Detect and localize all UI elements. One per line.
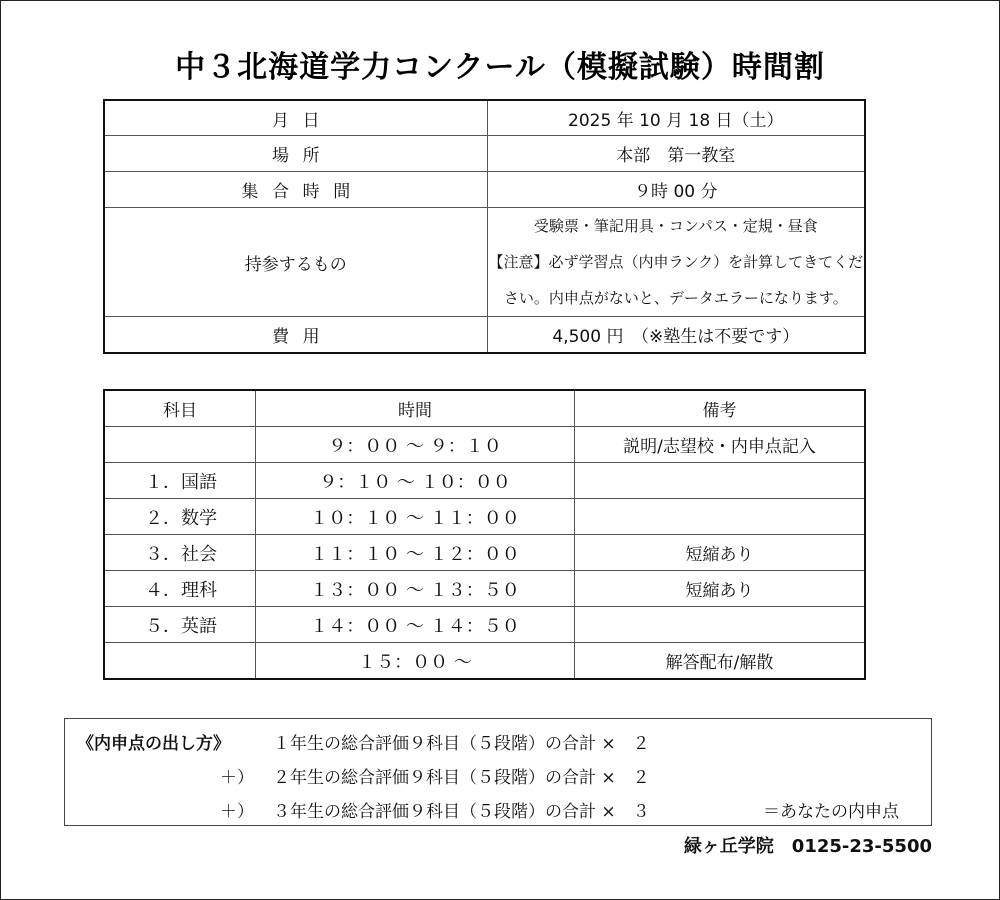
note-cell: 短縮あり [575,535,866,571]
info-row-meeting-time [104,172,865,208]
place-value: 本部 第一教室 [487,136,865,172]
time-cell: １０：１０ ～ １１：００ [256,499,575,535]
formula-label: 《内申点の出し方》 [77,734,230,754]
items-line-1: 受験票・筆記用具・コンパス・定規・昼食 [533,217,818,235]
schedule-table [103,389,866,680]
note-cell [575,463,866,499]
date-value: 2025 年 10 月 18 日（土） [487,100,865,136]
table-row [104,427,865,463]
items-line-3: さい。内申点がないと、データエラーになります。 [503,289,848,307]
info-table [103,99,866,354]
time-cell: １４：００ ～ １４：５０ [256,607,575,643]
time-cell: ９：００ ～ ９：１０ [256,427,575,463]
info-row-place [104,136,865,172]
date-label: 月日 [104,100,487,136]
note-cell [575,499,866,535]
subject-cell: ３．社会 [104,535,256,571]
formula-plus-1: ＋） [220,768,254,788]
table-row [104,571,865,607]
place-label: 場所 [104,136,487,172]
subject-cell: ２．数学 [104,499,256,535]
subject-cell: ５．英語 [104,607,256,643]
note-cell: 説明/志望校・内申点記入 [575,427,866,463]
meeting-time-value: ９時 00 分 [487,172,865,208]
time-cell: ９：１０ ～ １０：００ [256,463,575,499]
fee-label: 費用 [104,317,487,354]
schedule-header-row [104,390,865,427]
fee-value: 4,500 円 （※塾生は不要です） [487,317,865,354]
subject-cell: １．国語 [104,463,256,499]
naishin-formula-box [64,718,932,826]
items-line-2: 【注意】必ず学習点（内申ランク）を計算してきてくだ [488,253,864,271]
formula-plus-2: ＋） [220,802,254,822]
time-cell: １１：１０ ～ １２：００ [256,535,575,571]
items-label: 持参するもの [104,208,487,317]
formula-line-1: １年生の総合評価９科目（５段階）の合計 × ２ [273,734,650,754]
table-row [104,463,865,499]
info-row-items [104,208,865,317]
school-contact: 緑ヶ丘学院 0125-23-5500 [683,836,932,857]
items-value [487,208,865,317]
note-cell: 短縮あり [575,571,866,607]
subject-cell [104,427,256,463]
subject-cell: ４．理科 [104,571,256,607]
table-row [104,643,865,680]
time-cell: １３：００ ～ １３：５０ [256,571,575,607]
table-row [104,535,865,571]
header-note: 備考 [575,390,866,427]
table-row [104,499,865,535]
meeting-time-label: 集合時間 [104,172,487,208]
time-cell: １５：００ ～ [256,643,575,680]
note-cell [575,607,866,643]
note-cell: 解答配布/解散 [575,643,866,680]
formula-line-2: ２年生の総合評価９科目（５段階）の合計 × ２ [273,768,650,788]
table-row [104,607,865,643]
info-row-date [104,100,865,136]
formula-result: ＝あなたの内申点 [763,802,899,822]
info-row-fee [104,317,865,354]
subject-cell [104,643,256,680]
page-title: 中３北海道学力コンクール（模擬試験）時間割 [175,50,825,85]
header-subject: 科目 [104,390,256,427]
formula-line-3: ３年生の総合評価９科目（５段階）の合計 × ３ [273,802,650,822]
header-time: 時間 [256,390,575,427]
